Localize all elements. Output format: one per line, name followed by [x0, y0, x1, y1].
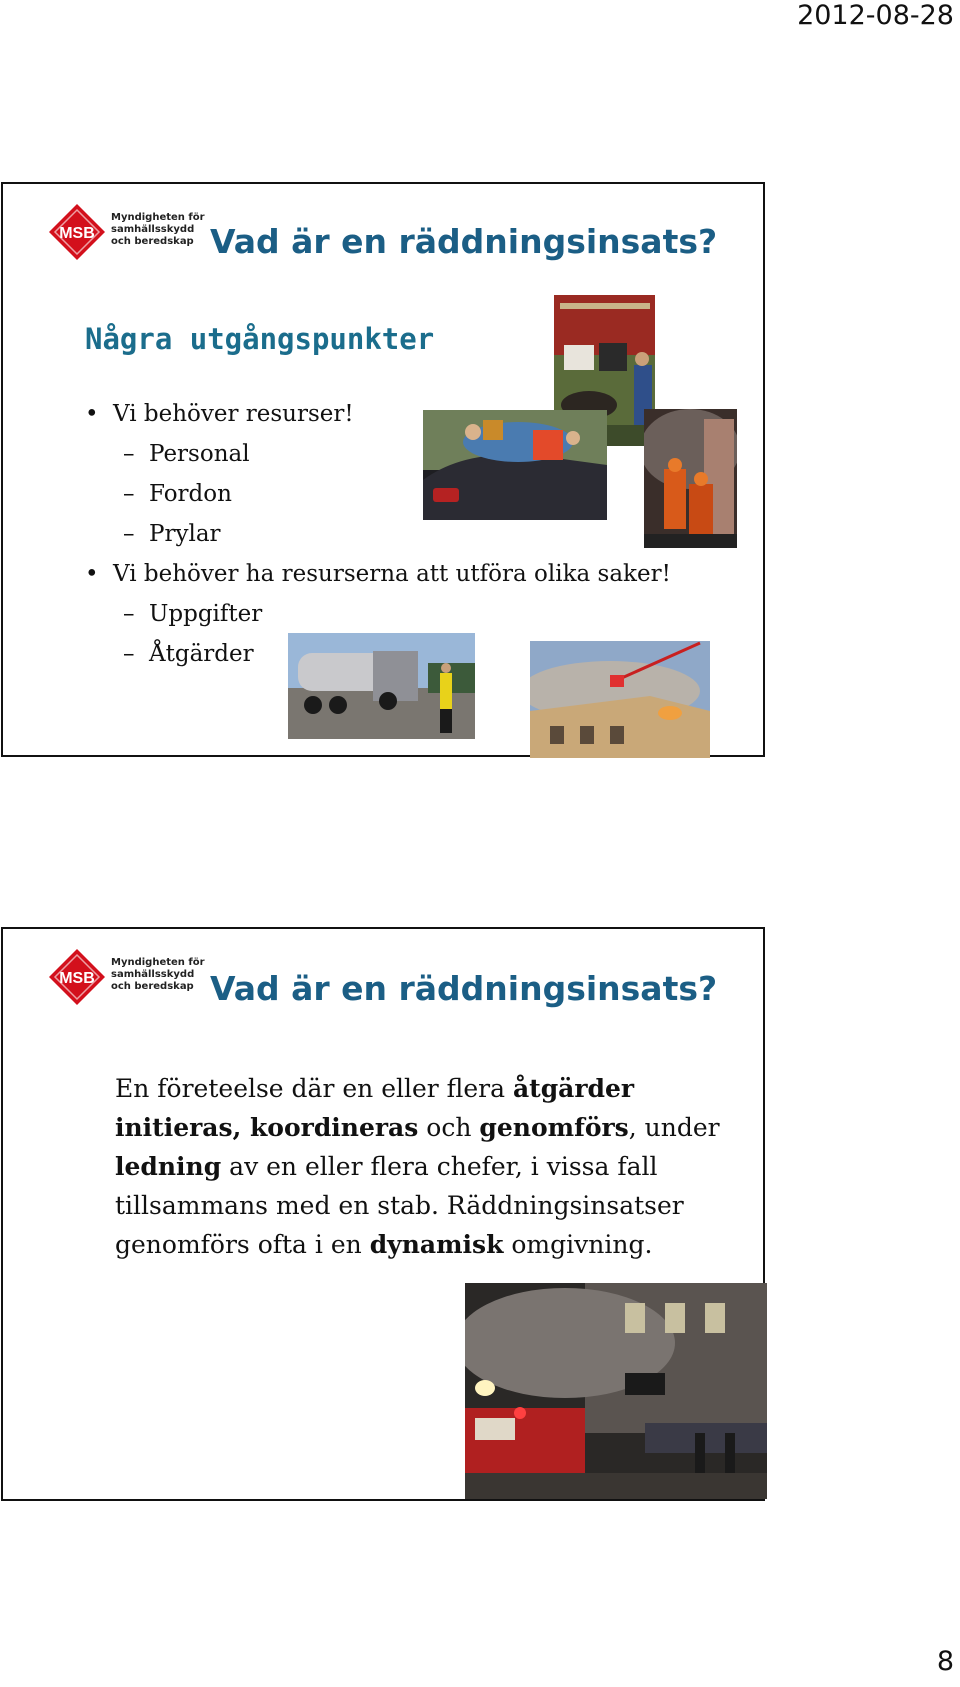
photo-building-fire-ladder	[530, 641, 710, 758]
logo-abbr: MSB	[59, 970, 95, 987]
page-number: 8	[936, 1646, 954, 1677]
sub-bullet-item: – Åtgärder	[83, 634, 671, 674]
paragraph-bold-segment: ledning	[115, 1152, 222, 1181]
paragraph-bold-segment: åtgärder initieras, koordineras	[115, 1074, 635, 1142]
bullet-item: • Vi behöver resurser!	[83, 394, 671, 434]
photo-car-accident	[423, 410, 607, 520]
paragraph-segment: , under	[628, 1113, 720, 1142]
sub-bullet-item: – Uppgifter	[83, 594, 671, 634]
header-date: 2012-08-28	[797, 0, 954, 31]
paragraph-bold-segment: dynamisk	[369, 1230, 504, 1259]
photo-night-fire-truck	[465, 1283, 767, 1499]
slide-1-title: Vad är en räddningsinsats?	[210, 222, 718, 261]
sub-bullet-item: – Prylar	[83, 514, 671, 554]
paragraph-segment: En företeelse där en eller flera	[115, 1074, 513, 1103]
paragraph-segment: omgivning.	[503, 1230, 653, 1259]
paragraph-segment: av en eller flera chefer, i vissa fall tillsammans med en stab. Räddningsinsatser genomförs ofta i en	[115, 1152, 684, 1259]
definition-paragraph	[115, 1069, 755, 1264]
slide-1	[1, 182, 765, 757]
msb-logo	[47, 947, 205, 1007]
agency-name: Myndigheten för samhällsskydd och beredskap	[111, 957, 205, 992]
msb-logo-mark-icon	[47, 947, 107, 1007]
slide-2-title: Vad är en räddningsinsats?	[210, 969, 718, 1008]
slide-2	[1, 927, 765, 1501]
bullet-item: • Vi behöver ha resurserna att utföra olika saker!	[83, 554, 671, 594]
logo-abbr: MSB	[59, 225, 95, 242]
paragraph-bold-segment: genomförs	[479, 1113, 629, 1142]
sub-bullet-item: – Fordon	[83, 474, 671, 514]
agency-name: Myndigheten för samhällsskydd och beredskap	[111, 212, 205, 247]
paragraph-segment: och	[418, 1113, 480, 1142]
msb-logo-mark-icon	[47, 202, 107, 262]
sub-bullet-item: – Personal	[83, 434, 671, 474]
photo-firefighters-smoke	[644, 409, 737, 548]
msb-logo	[47, 202, 205, 262]
photo-tanker-truck	[288, 633, 475, 739]
slide-1-subtitle: Några utgångspunkter	[85, 322, 435, 356]
